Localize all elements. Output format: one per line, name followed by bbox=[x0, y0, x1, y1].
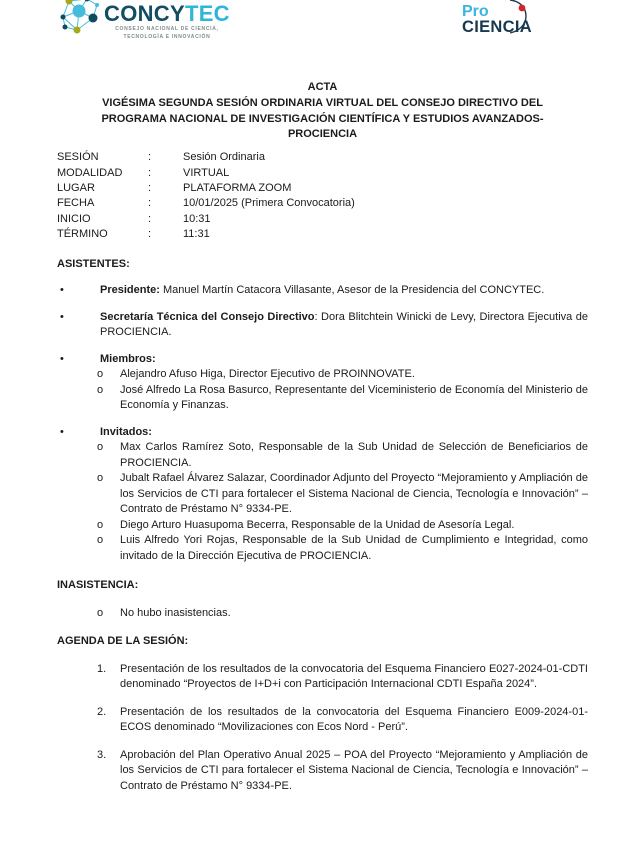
invitados-label: Invitados: bbox=[100, 425, 152, 438]
document-header bbox=[57, 0, 588, 48]
invitado-item-3: Diego Arturo Huasupoma Becerra, Responsable de la Unidad de Asesoría Legal. bbox=[120, 518, 515, 531]
concytec-wordmark bbox=[104, 0, 230, 41]
detail-separator: : bbox=[148, 212, 152, 225]
section-heading-agenda: AGENDA DE LA SESIÓN: bbox=[57, 635, 189, 648]
document-title bbox=[57, 80, 588, 143]
miembro-item-1: Alejandro Afuso Higa, Director Ejecutivo de PROINNOVATE. bbox=[120, 368, 415, 381]
agenda-item-3-text: Aprobación del Plan Operativo Anual 2025 – POA del Proyecto “Mejoramiento y Ampliación de los Servicios de CTI para fortalecer el Sistema Nacional de Ciencia, Tecnología e Innovación” – Contrato de Préstamo N° 9334-PE. bbox=[120, 748, 588, 792]
concytec-name-cyan: TEC bbox=[184, 1, 230, 26]
detail-label-termino: TÉRMINO bbox=[57, 228, 108, 241]
detail-label-modalidad: MODALIDAD bbox=[57, 166, 123, 179]
detail-value-fecha: 10/01/2025 (Primera Convocatoria) bbox=[183, 197, 355, 210]
concytec-logo bbox=[57, 0, 230, 45]
sub-bullet-marker: o bbox=[97, 534, 104, 547]
concytec-network-icon bbox=[57, 0, 103, 45]
detail-value-sesion: Sesión Ordinaria bbox=[183, 151, 265, 164]
detail-separator: : bbox=[148, 151, 152, 164]
prociencia-ciencia-text: CIENCIA bbox=[462, 18, 532, 36]
bullet-miembros bbox=[57, 352, 588, 368]
miembros-label: Miembros: bbox=[100, 352, 156, 365]
miembro-item-2: José Alfredo La Rosa Basurco, Representante del Viceministerio de Economía del Ministerio de Economía y Finanzas. bbox=[120, 383, 588, 412]
detail-label-sesion: SESIÓN bbox=[57, 151, 99, 164]
list-item bbox=[97, 518, 588, 534]
miembros-block bbox=[100, 352, 588, 368]
prociencia-pro-text: Pro bbox=[462, 3, 489, 20]
invitados-block bbox=[100, 425, 588, 441]
inasistencia-item-1: No hubo inasistencias. bbox=[120, 606, 231, 619]
detail-label-lugar: LUGAR bbox=[57, 182, 95, 194]
sub-bullet-marker: o bbox=[97, 472, 104, 485]
concytec-name-dark: CONCY bbox=[104, 1, 185, 26]
title-line-4: PROCIENCIA bbox=[287, 128, 358, 141]
concytec-name bbox=[104, 2, 230, 26]
agenda-item-1-text: Presentación de los resultados de la convocatoria del Esquema Financiero E027-2024-01-CDTI denominado “Proyectos de I+D+i con Participación Internacional CDTI España 2024”. bbox=[120, 662, 588, 691]
list-item bbox=[97, 606, 588, 622]
detail-label-inicio: INICIO bbox=[57, 212, 91, 225]
list-item bbox=[97, 367, 588, 383]
agenda-item-2-text: Presentación de los resultados de la convocatoria del Esquema Financiero E009-2024-01-ECOS denominado “Movilizaciones con Ecos Nord - Perú”. bbox=[120, 705, 588, 734]
agenda-item bbox=[97, 662, 588, 693]
sub-bullet-marker: o bbox=[97, 383, 104, 396]
bullet-secretaria bbox=[57, 310, 588, 341]
concytec-tagline-line2: TECNOLOGÍA E INNOVACIÓN bbox=[123, 33, 211, 40]
list-item bbox=[97, 383, 588, 414]
miembros-list bbox=[97, 367, 588, 414]
bullet-marker: • bbox=[60, 425, 64, 438]
sub-bullet-marker: o bbox=[97, 606, 104, 619]
session-details bbox=[57, 150, 588, 242]
detail-separator: : bbox=[148, 197, 152, 210]
bullet-marker: • bbox=[60, 310, 64, 323]
section-heading-inasistencia: INASISTENCIA: bbox=[57, 579, 139, 592]
section-heading-asistentes: ASISTENTES: bbox=[57, 257, 130, 270]
sub-bullet-marker: o bbox=[97, 441, 104, 454]
agenda-item bbox=[97, 748, 588, 795]
invitado-item-2: Jubalt Rafael Álvarez Salazar, Coordinador Adjunto del Proyecto “Mejoramiento y Ampliación de los Servicios de CTI para fortalecer el Sistema Nacional de Ciencia, Tecnología e Innovación” – Contrato de Préstamo N° 9334-PE. bbox=[120, 472, 588, 516]
list-item bbox=[97, 533, 588, 564]
list-item bbox=[97, 440, 588, 471]
sub-bullet-marker: o bbox=[97, 518, 104, 531]
title-line-3: PROGRAMA NACIONAL DE INVESTIGACIÓN CIENTÍFICA Y ESTUDIOS AVANZADOS- bbox=[101, 112, 544, 125]
detail-value-lugar: PLATAFORMA ZOOM bbox=[183, 182, 292, 194]
secretaria-text: Secretaría Técnica del Consejo Directivo: Dora Blitchtein Winicki de Levy, Directora Ejecutiva de PROCIENCIA. bbox=[100, 310, 588, 339]
agenda-item-number: 3. bbox=[97, 748, 107, 761]
detail-value-termino: 11:31 bbox=[183, 228, 210, 241]
concytec-tagline-line1: CONSEJO NACIONAL DE CIENCIA, bbox=[115, 26, 219, 32]
presidente-label: Presidente: bbox=[100, 284, 160, 297]
invitado-item-4: Luis Alfredo Yori Rojas, Responsable de la Sub Unidad de Cumplimiento e Integridad, como invitado de la Dirección Ejecutiva de PROCIENCIA. bbox=[120, 534, 588, 562]
agenda-item bbox=[97, 705, 588, 736]
title-line-2: VIGÉSIMA SEGUNDA SESIÓN ORDINARIA VIRTUAL DEL CONSEJO DIRECTIVO DEL bbox=[102, 96, 543, 109]
secretaria-label: Secretaría Técnica del Consejo Directivo bbox=[100, 310, 315, 323]
bullet-marker: • bbox=[60, 284, 64, 297]
sub-bullet-marker: o bbox=[97, 368, 104, 381]
prociencia-logo bbox=[462, 0, 566, 48]
detail-label-fecha: FECHA bbox=[57, 197, 95, 210]
list-item bbox=[97, 471, 588, 518]
detail-value-inicio: 10:31 bbox=[183, 212, 211, 225]
bullet-presidente bbox=[57, 283, 588, 299]
bullet-marker: • bbox=[60, 352, 64, 365]
detail-separator: : bbox=[148, 182, 152, 194]
detail-separator: : bbox=[148, 228, 152, 241]
bullet-invitados bbox=[57, 425, 588, 441]
presidente-text: Presidente: Manuel Martín Catacora Villasante, Asesor de la Presidencia del CONCYTEC. bbox=[100, 284, 545, 297]
detail-separator: : bbox=[148, 166, 152, 179]
agenda-item-number: 1. bbox=[97, 662, 107, 675]
detail-value-modalidad: VIRTUAL bbox=[183, 166, 230, 179]
inasistencia-list bbox=[97, 606, 588, 622]
agenda-item-number: 2. bbox=[97, 705, 107, 718]
title-acta: ACTA bbox=[307, 81, 338, 93]
invitado-item-1: Max Carlos Ramírez Soto, Responsable de la Sub Unidad de Selección de Beneficiarios de PROCIENCIA. bbox=[120, 441, 588, 469]
invitados-list bbox=[97, 440, 588, 564]
